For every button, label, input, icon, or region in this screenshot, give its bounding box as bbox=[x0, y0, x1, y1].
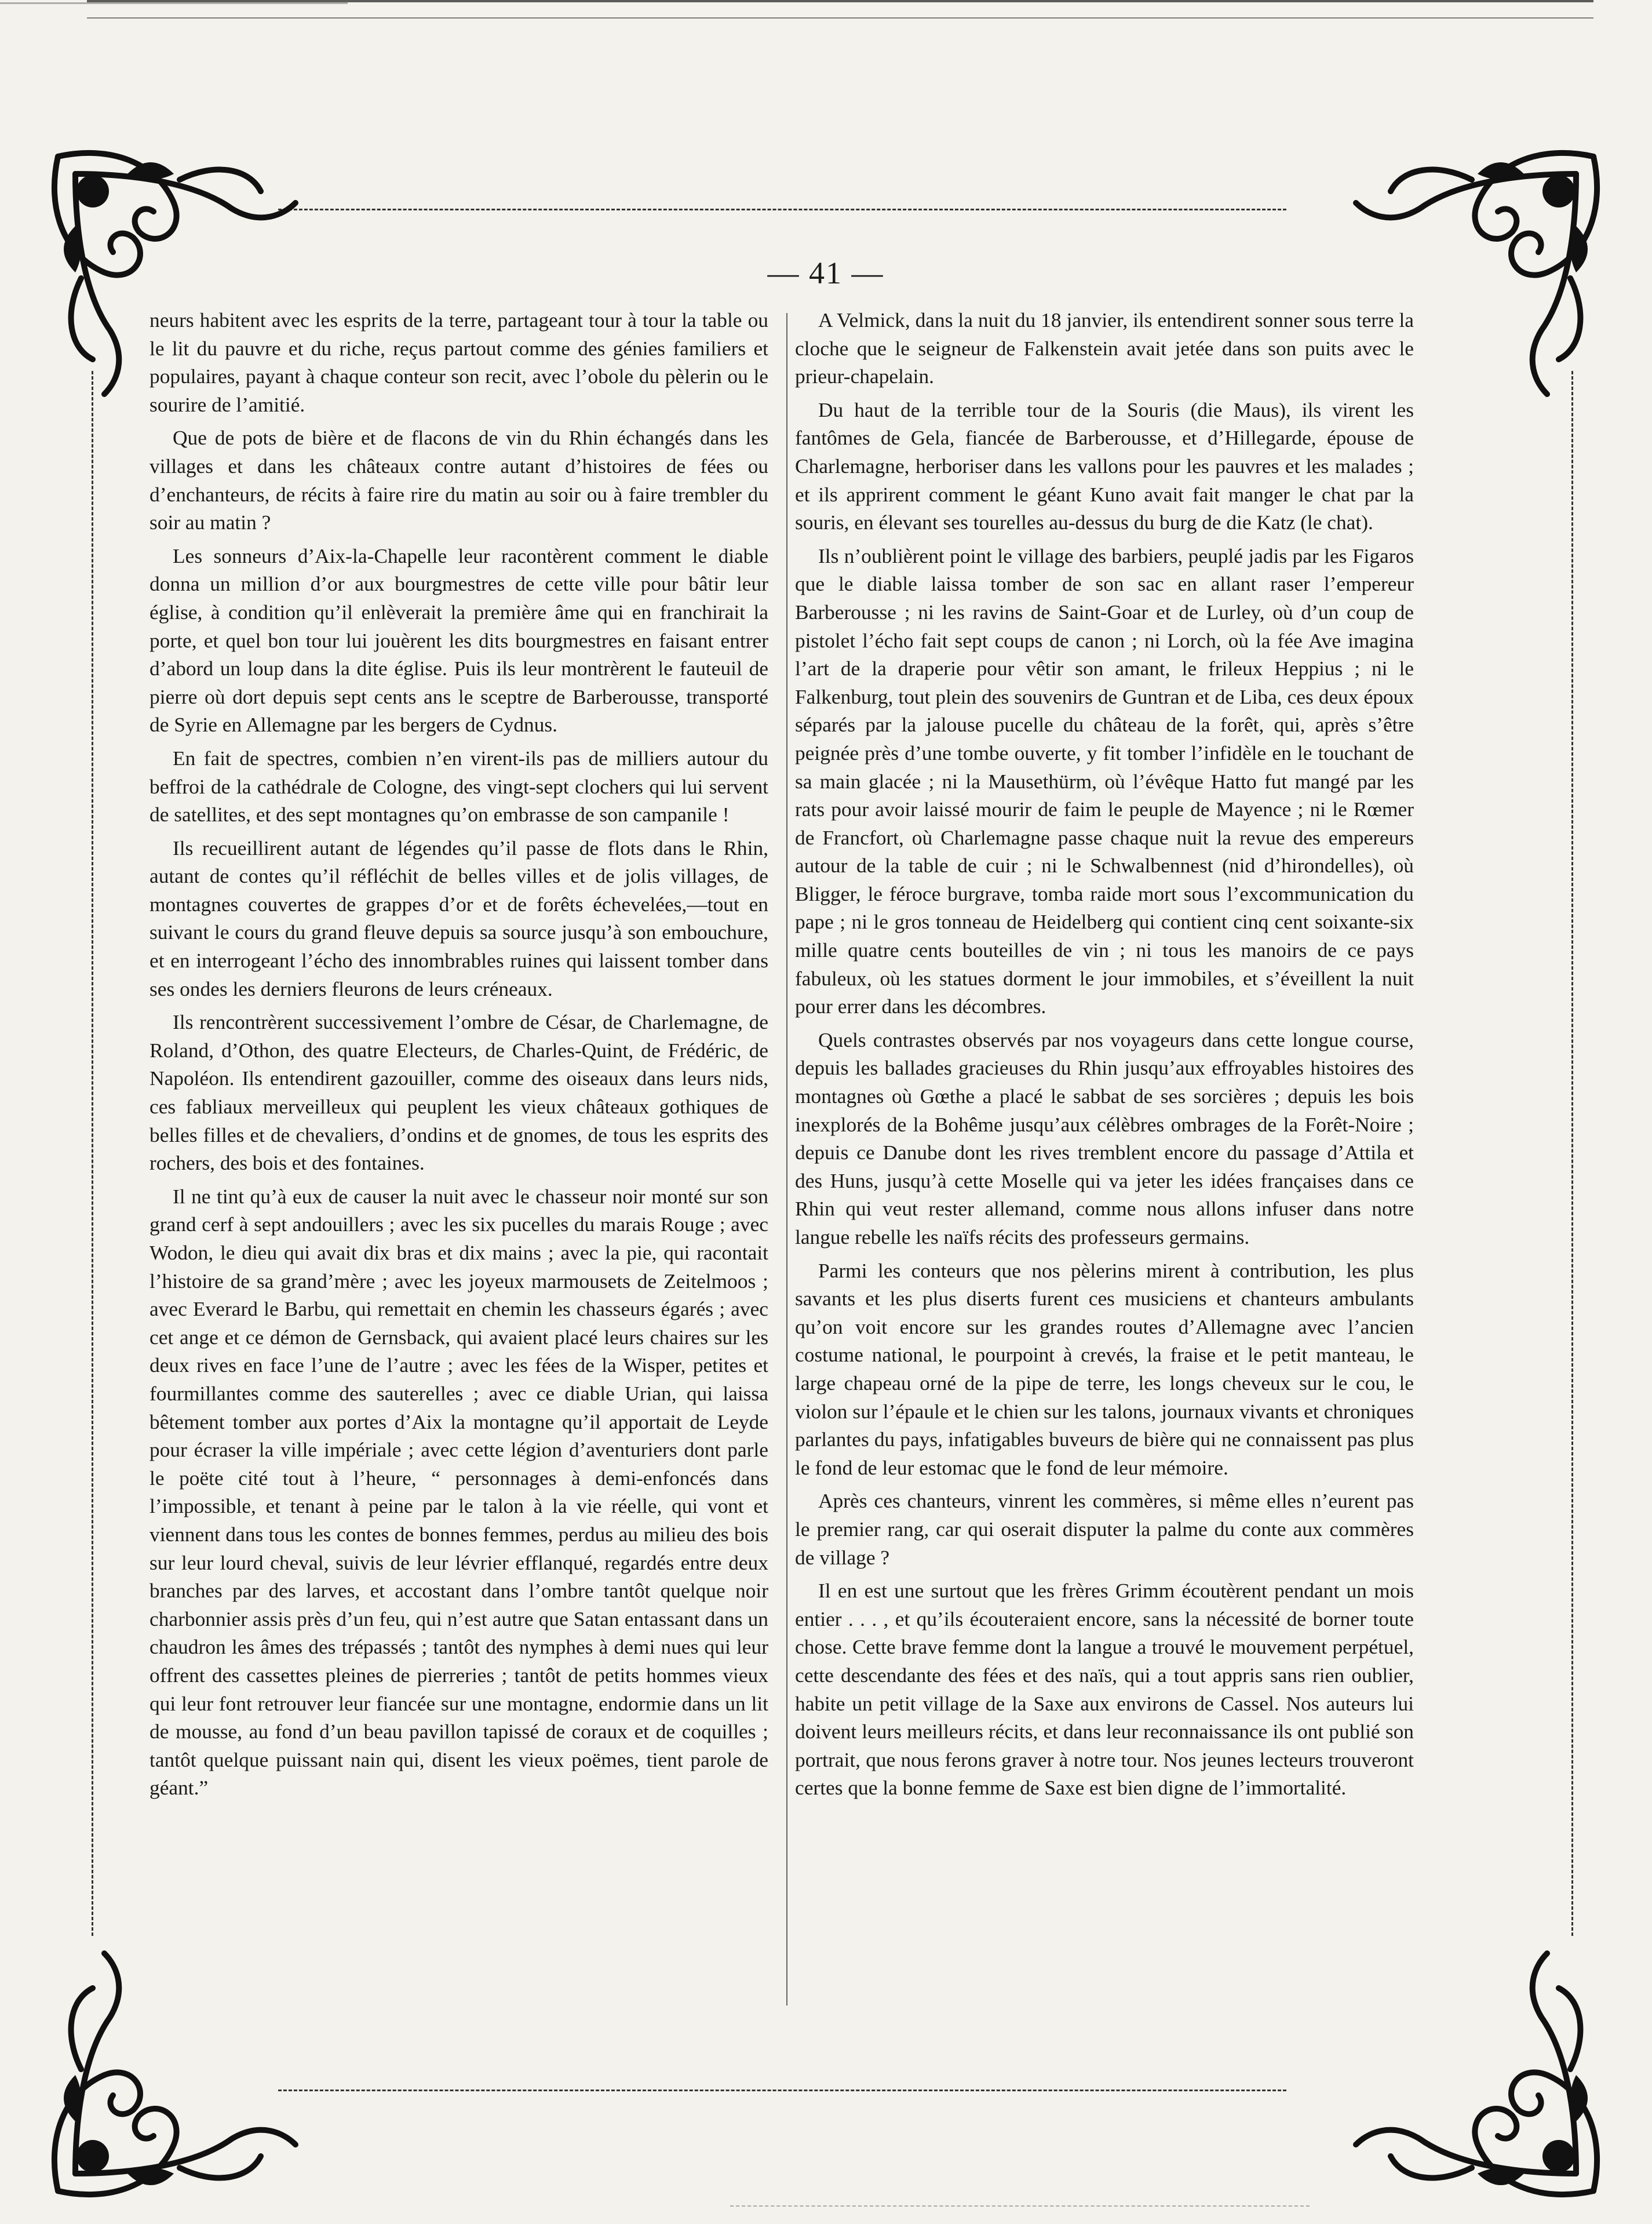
paragraph: Les sonneurs d’Aix-la-Chapelle leur racontèrent comment le diable donna un million d’or aux bourgmestres de cette ville pour bâtir leur église, à condition qu’il enlèverait la première âme qui en franchirait la porte, et quel bon tour lui jouèrent les dits bourgmestres en faisant entrer d’abord un loup dans la dite église. Puis ils leur montrèrent le fauteuil de pierre où dort depuis sept cents ans le sceptre de Barberousse, transporté de Syrie en Allemagne par les bergers de Cydnus. bbox=[149, 544, 768, 737]
bottom-edge-rule bbox=[730, 2205, 1310, 2207]
paragraph: En fait de spectres, combien n’en virent-ils pas de milliers autour du beffroi de la cathédrale de Cologne, des vingt-sept clochers qui lui servent de satellites, et des sept montagnes qu’on embrasse de son campanile ! bbox=[149, 746, 768, 827]
paragraph: Ils recueillirent autant de légendes qu’il passe de flots dans le Rhin, autant de contes qu’il réfléchit de belles villes et de jolis villages, de montagnes couvertes de grappes d’or et de forêts échevelées,—tout en suivant le cours du grand fleuve depuis sa source jusqu’à son embouchure, et en interrogeant l’écho des innombrables ruines qui laissent tomber dans ses ondes les derniers fleurons de leurs créneaux. bbox=[149, 836, 768, 1000]
frame-border-top bbox=[278, 209, 1286, 210]
paragraph: Ils n’oublièrent point le village des barbiers, peuplé jadis par les Figaros que le diable laissa tomber de son sac en allant raser l’empereur Barberousse ; ni les ravins de Saint-Goar et de Lurley, où d’un coup de pistolet l’écho fait sept coups de canon ; ni Lorch, où la fée Ave imagina l’art de la draperie pour vêtir son amant, le frileux Heppius ; ni le Falkenburg, tout plein des souvenirs de Guntran et de Liba, ces deux époux séparés par la jalouse pucelle du château de la forêt, qui, après s’être peignée près d’une tombe ouverte, y fit tomber l’infidèle en le touchant de sa main glacée ; ni la Mausethürm, où l’évêque Hatto fut mangé par les rats pour avoir laissé mourir de faim le peuple de Mayence ; ni le Rœmer de Francfort, où Charlemagne passe chaque nuit la revue des empereurs autour de la table de cuir ; ni le Schwalbennest (nid d’hirondelles), où Bligger, le féroce burgrave, tomba raide mort sous l’excommunication du pape ; ni le gros tonneau de Heidelberg qui contient cinq cent soixante-six mille quatre cents bouteilles de vin ; ni tous les manoirs de ce pays fabuleux, où les statues dorment le jour immobiles, et s’éveillent la nuit pour errer dans les décombres. bbox=[795, 544, 1414, 1018]
top-edge-rule-left bbox=[0, 2, 348, 10]
column-divider bbox=[786, 313, 787, 2005]
paragraph: Du haut de la terrible tour de la Souris (die Maus), ils virent les fantômes de Gela, fiancée de Barberousse, et d’Hillegarde, épouse de Charlemagne, herboriser dans les vallons pour les pauvres et les malades ; et ils apprirent comment le géant Kuno avait fait manger le chat par la souris, en élevant ses tourelles au-dessus du burg de die Katz (le chat). bbox=[795, 398, 1414, 534]
frame-border-right bbox=[1571, 371, 1573, 1936]
frame-border-left bbox=[92, 371, 93, 1936]
right-text-column bbox=[795, 306, 1414, 1807]
ornament-corner-bottom-left bbox=[41, 1936, 313, 2208]
paragraph: A Velmick, dans la nuit du 18 janvier, ils entendirent sonner sous terre la cloche que le seigneur de Falkenstein avait jetée dans son puits avec le prieur-chapelain. bbox=[795, 308, 1414, 388]
page-number: — 41 — bbox=[767, 256, 884, 290]
paragraph: Ils rencontrèrent successivement l’ombre de César, de Charlemagne, de Roland, d’Othon, des quatre Electeurs, de Charles-Quint, de Frédéric, de Napoléon. Ils entendirent gazouiller, comme des oiseaux dans leurs nids, ces fabliaux merveilleux qui peuplent les vieux châteaux gothiques de belles filles et de chevaliers, d’ondins et de gnomes, de tous les esprits des rochers, des bois et des fontaines. bbox=[149, 1010, 768, 1175]
paragraph: Il en est une surtout que les frères Grimm écoutèrent pendant un mois entier . . . , et qu’ils écouteraient encore, sans la nécessité de borner toute chose. Cette brave femme dont la langue a trouvé le mouvement perpétuel, cette descendante des fées et des naïs, qui a tout appris sans rien oublier, habite un petit village de la Saxe aux environs de Cassel. Nos auteurs lui doivent leurs meilleurs récits, et dans leur reconnaissance ils ont publié son portrait, que nous ferons graver à notre tour. Nos jeunes lecteurs trouveront certes que la bonne femme de Saxe est bien digne de l’immortalité. bbox=[795, 1579, 1414, 1800]
frame-border-bottom bbox=[278, 2090, 1286, 2091]
left-text-column bbox=[149, 306, 768, 1807]
ornament-corner-bottom-right bbox=[1339, 1936, 1611, 2208]
paragraph: Il ne tint qu’à eux de causer la nuit avec le chasseur noir monté sur son grand cerf à sept andouillers ; avec les six pucelles du marais Rouge ; avec Wodon, le dieu qui avait dix bras et dix mains ; avec la pie, qui racontait l’histoire de sa grand’mère ; avec les joyeux marmousets de Zeitelmoos ; avec Everard le Barbu, qui remettait en chemin les chasseurs égarés ; avec cet ange et ce démon de Gernsback, qui avaient placé leurs chaires sur les deux rives en face l’une de l’autre ; avec les fées de la Wisper, petites et fourmillantes comme des sauterelles ; avec ce diable Urian, qui laissa bêtement tomber aux portes d’Aix la montagne qu’il apportait de Leyde pour écraser la ville impériale ; avec cette légion d’aventuriers dont parle le poëte cité tout à l’heure, “ personnages à demi-enfoncés dans l’impossible, et tenant à peine par le talon à la vie réelle, qui vont et viennent dans tous les contes de bonnes femmes, perdus au milieu des bois sur leur lourd cheval, suivis de leur lévrier efflanqué, regardés entre deux branches par des larves, et accostant dans l’ombre tantôt quelque noir charbonnier assis près d’un feu, qui n’est autre que Satan entassant dans un chaudron les âmes des trépassés ; tantôt des nymphes à demi nues qui leur offrent des cassettes pleines de pierreries ; tantôt de petits hommes vieux qui leur font retrouver leur fiancée sur une montagne, endormie dans un lit de mousse, au fond d’un beau pavillon tapissé de coraux et de coquilles ; tantôt quelque puissant nain qui, disent les vieux poëmes, tient parole de géant.” bbox=[149, 1184, 768, 1800]
paragraph: Quels contrastes observés par nos voyageurs dans cette longue course, depuis les ballades gracieuses du Rhin jusqu’aux effroyables histoires des montagnes où Gœthe a placé le sabbat de ses sorcières ; depuis les bois inexplorés de la Bohême jusqu’aux célèbres ombrages de la Forêt-Noire ; depuis ce Danube dont les rives tremblent encore du passage d’Attila et des Huns, jusqu’à cette Moselle qui va jeter les idées françaises dans ce Rhin qui veut rester allemand, comme nous allons infuser dans notre langue rebelle les naïfs récits des professeurs germains. bbox=[795, 1028, 1414, 1249]
paragraph: Après ces chanteurs, vinrent les commères, si même elles n’eurent pas le premier rang, car qui oserait disputer la palme du conte aux commères de village ? bbox=[795, 1489, 1414, 1569]
paragraph: neurs habitent avec les esprits de la terre, partageant tour à tour la table ou le lit du pauvre et du riche, reçus partout comme des génies familiers et populaires, payant à chaque conteur son recit, avec l’obole du pèlerin ou le sourire de l’amitié. bbox=[149, 308, 768, 416]
paragraph: Que de pots de bière et de flacons de vin du Rhin échangés dans les villages et dans les châteaux contre autant d’histoires de fées ou d’enchanteurs, de récits à faire rire du matin au soir ou à faire trembler du soir au matin ? bbox=[149, 426, 768, 534]
paragraph: Parmi les conteurs que nos pèlerins mirent à contribution, les plus savants et les plus diserts furent ces musiciens et chanteurs ambulants qu’on voit encore sur les grandes routes d’Allemagne avec l’ancien costume national, le pourpoint à crevés, la fraise et le petit manteau, le large chapeau orné de la pipe de terre, les longs cheveux sur le cou, le violon sur l’épaule et le chien sur les talons, journaux vivants et chroniques parlantes du pays, infatigables buveurs de bière qui ne connaissent pas plus le fond de leur estomac que le fond de leur mémoire. bbox=[795, 1258, 1414, 1479]
